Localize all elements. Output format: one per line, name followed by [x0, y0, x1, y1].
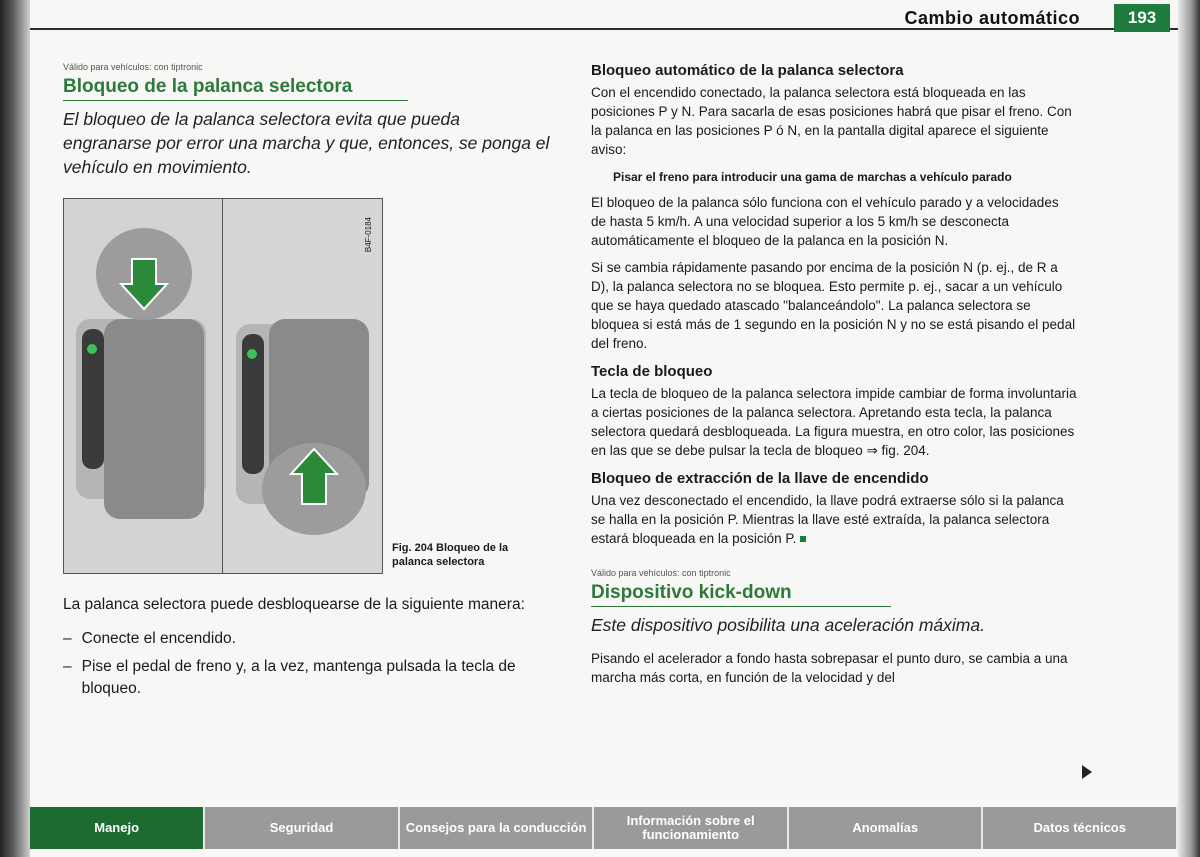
kickdown-text: Pisando el acelerador a fondo hasta sobrepasar el punto duro, se cambia a una marcha más corta, en función de la velocidad y del: [591, 651, 1068, 685]
tab-manejo[interactable]: Manejo: [30, 807, 205, 849]
page-spine-shadow: [0, 0, 30, 857]
figure-204: [63, 198, 383, 574]
tab-datos-tecnicos[interactable]: Datos técnicos: [983, 807, 1178, 849]
kickdown-heading: Dispositivo kick-down: [591, 582, 792, 603]
bullet-dash: –: [63, 658, 72, 675]
step-2-text: Pise el pedal de freno y, a la vez, mantenga pulsada la tecla de bloqueo.: [81, 658, 516, 697]
section-heading: Bloqueo de la palanca selectora: [63, 76, 353, 97]
bullet-dash: –: [63, 630, 72, 647]
figure-title: Bloqueo de la palanca selectora: [392, 542, 509, 568]
lock-key-heading: Tecla de bloqueo: [591, 363, 713, 380]
kickdown-underline: [591, 606, 891, 607]
intro-text: El bloqueo de la palanca selectora evita que pueda engranarse por error una marcha y que, entonces, se ponga el vehículo en movimiento.: [63, 109, 550, 177]
tab-anomalias[interactable]: Anomalías: [789, 807, 984, 849]
validity-note: Válido para vehículos: con tiptronic: [63, 62, 203, 72]
step-1-text: Conecte el encendido.: [81, 630, 236, 647]
step-2: [63, 656, 553, 700]
chapter-tab-bar: [30, 807, 1178, 849]
validity-note-2: Válido para vehículos: con tiptronic: [591, 568, 731, 578]
display-warning: Pisar el freno para introducir una gama de marchas a vehículo parado: [613, 170, 1012, 184]
page-number: 193: [1114, 4, 1170, 32]
end-of-section-icon: [800, 536, 806, 542]
auto-lock-nr-text: Si se cambia rápidamente pasando por encima de la posición N (p. ej., de R a D), la palanca selectora no se bloquea. Esto permite p. ej., sacar a un vehículo que se haya quedado atascado "balanceándolo". La palanca selectora se bloquea si está más de 1 segundo en la posición N y no se está pisando el pedal del freno.: [591, 260, 1076, 351]
ignition-key-heading: Bloqueo de extracción de la llave de encendido: [591, 470, 929, 487]
unlock-intro: La palanca selectora puede desbloquearse de la siguiente manera:: [63, 596, 525, 613]
gear-lever-illustration: [64, 199, 382, 573]
continue-arrow-icon: [1082, 765, 1092, 779]
tab-informacion[interactable]: Información sobre el funcionamiento: [594, 807, 789, 849]
left-column: [63, 62, 553, 179]
ignition-key-text: [591, 491, 1077, 548]
right-column: [591, 62, 1077, 687]
figure-number: Fig. 204: [392, 542, 433, 554]
ignition-key-body: Una vez desconectado el encendido, la llave podrá extraerse sólo si la palanca se halla en la posición P. Mientras la llave esté extraída, la palanca selectora estará bloqueada en la posición P.: [591, 493, 1064, 546]
unlock-instructions: [63, 594, 553, 700]
auto-lock-speed-text: El bloqueo de la palanca sólo funciona con el vehículo parado y a velocidades de hasta 5 km/h. A una velocidad superior a los 5 km/h se desconecta automáticamente el bloqueo de la palanca en la posición N.: [591, 195, 1059, 248]
tab-consejos[interactable]: Consejos para la conducción: [400, 807, 595, 849]
tab-seguridad[interactable]: Seguridad: [205, 807, 400, 849]
auto-lock-heading: Bloqueo automático de la palanca selectora: [591, 62, 904, 79]
kickdown-intro: Este dispositivo posibilita una aceleración máxima.: [591, 615, 985, 635]
figure-divider: [222, 199, 223, 573]
figure-code: B4F-0184: [364, 217, 373, 253]
auto-lock-text: Con el encendido conectado, la palanca selectora está bloqueada en las posiciones P y N. Para sacarla de esas posiciones habrá que pisar el freno. Con la palanca en las posiciones P ó N, en la pantalla digital aparece el siguiente aviso:: [591, 85, 1072, 157]
chapter-title: Cambio automático: [904, 8, 1080, 28]
lock-key-text: La tecla de bloqueo de la palanca selectora impide cambiar de forma involuntaria a ciertas posiciones de la palanca selectora. Apretando esta tecla, la palanca selectora quedará desbloqueada. La figura muestra, en otro color, las posiciones en las que se debe pulsar la tecla de bloqueo ⇒ fig. 204.: [591, 386, 1077, 458]
figure-caption: [392, 541, 552, 569]
step-1: [63, 628, 553, 650]
heading-underline: [63, 100, 408, 101]
page-edge-shadow: [1178, 0, 1200, 857]
